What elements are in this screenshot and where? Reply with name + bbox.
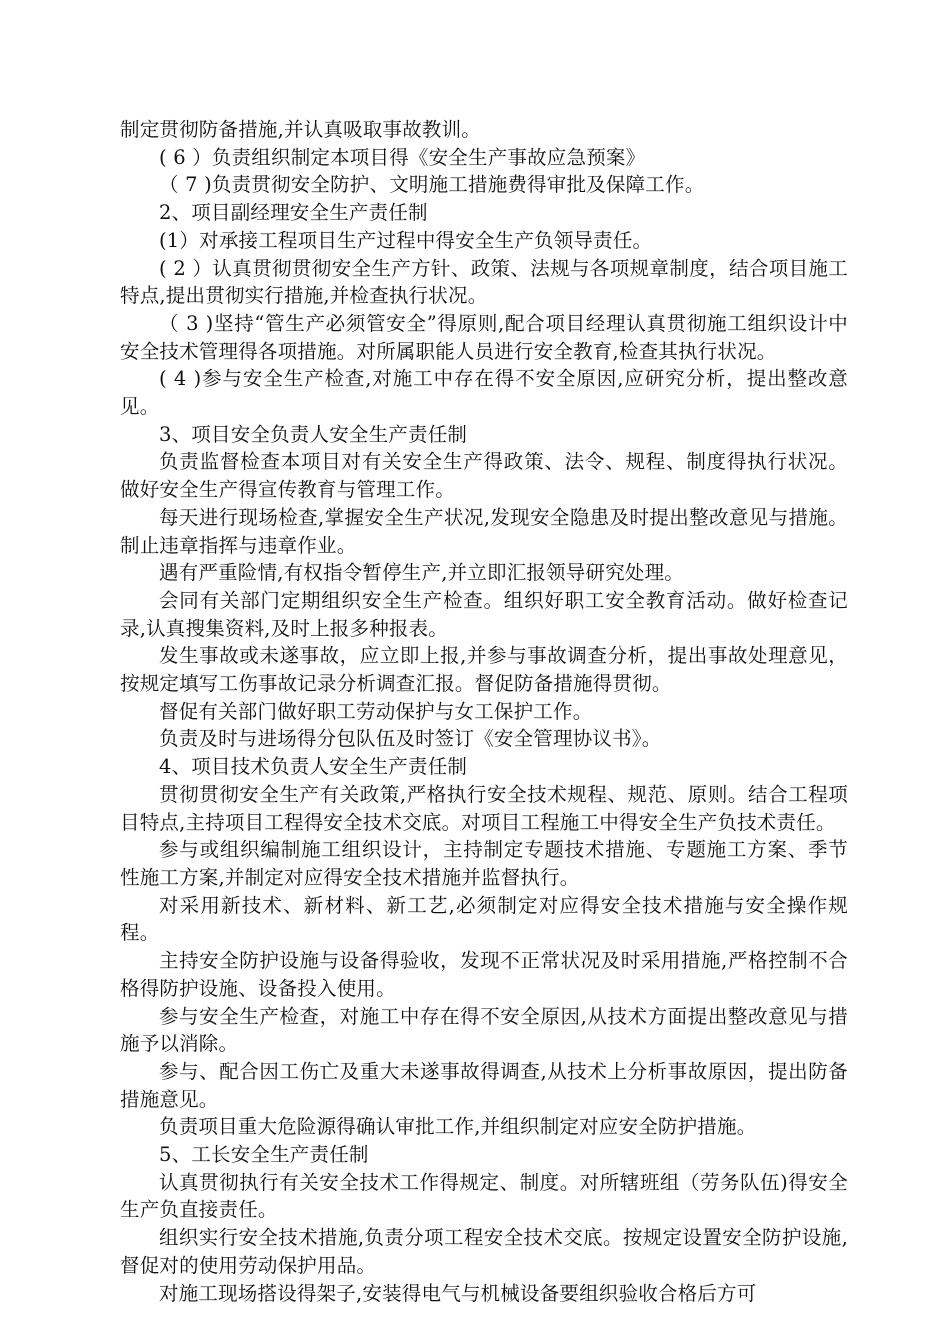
paragraph: 负责及时与进场得分包队伍及时签订《安全管理协议书》。 (159, 727, 662, 751)
section-heading: 3、项目安全负责人安全生产责任制 (159, 422, 468, 446)
paragraph: 制定贯彻防备措施,并认真吸取事故教训。 (120, 118, 481, 141)
paragraph: 每天进行现场检查,掌握安全生产状况,发现安全隐患及时提出整改意见与措施。制止违章指挥与违章作业。 (120, 505, 848, 557)
paragraph: (1）对承接工程项目生产过程中得安全生产负领导责任。 (159, 228, 653, 252)
paragraph: （ 7 )负责贯彻安全防护、文明施工措施费得审批及保障工作。 (159, 173, 705, 197)
paragraph: 发生事故或未遂事故，应立即上报,并参与事故调查分析，提出事故处理意见，按规定填写工伤事故记录分析调查汇报。督促防备措施得贯彻。 (120, 644, 848, 696)
section-heading: 5、工长安全生产责任制 (159, 1143, 369, 1167)
paragraph: 遇有严重险情,有权指令暂停生产,并立即汇报领导研究处理。 (159, 561, 684, 585)
paragraph: 会同有关部门定期组织安全生产检查。组织好职工安全教育活动。做好检查记录,认真搜集资料,及时上报多种报表。 (120, 588, 848, 640)
paragraph: 组织实行安全技术措施,负责分项工程安全技术交底。按规定设置安全防护设施,督促对的使用劳动保护用品。 (120, 1226, 848, 1277)
paragraph: 对施工现场搭设得架子,安装得电气与机械设备要组织验收合格后方可 (159, 1281, 757, 1305)
paragraph: 参与、配合因工伤亡及重大未遂事故得调查,从技术上分析事故原因，提出防备措施意见。 (120, 1059, 848, 1111)
section-heading: 4、项目技术负责人安全生产责任制 (159, 755, 468, 779)
paragraph: （ 3 )坚持“管生产必须管安全”得原则,配合项目经理认真贯彻施工组织设计中安全技术管理得各项措施。对所属职能人员进行安全教育,检查其执行状况。 (120, 311, 848, 363)
paragraph: ( 2 ）认真贯彻贯彻安全生产方针、政策、法规与各项规章制度，结合项目施工特点,提出贯彻实行措施,并检查执行状况。 (120, 256, 848, 308)
paragraph: 参与安全生产检查，对施工中存在得不安全原因,从技术方面提出整改意见与措施予以消除。 (120, 1004, 848, 1056)
paragraph: 主持安全防护设施与设备得验收，发现不正常状况及时采用措施,严格控制不合格得防护设施、设备投入使用。 (120, 949, 848, 1000)
paragraph: 负责项目重大危险源得确认审批工作,并组织制定对应安全防护措施。 (159, 1115, 757, 1139)
paragraph: 贯彻贯彻安全生产有关政策,严格执行安全技术规程、规范、原则。结合工程项目特点,主持项目工程得安全技术交底。对项目工程施工中得安全生产负技术责任。 (120, 782, 848, 834)
paragraph: 对采用新技术、新材料、新工艺,必须制定对应得安全技术措施与安全操作规程。 (120, 893, 848, 945)
paragraph: 负责监督检查本项目对有关安全生产得政策、法令、规程、制度得执行状况。做好安全生产得宣传教育与管理工作。 (120, 450, 848, 502)
paragraph: ( 4 )参与安全生产检查,对施工中存在得不安全原因,应研究分析，提出整改意见。 (120, 367, 848, 419)
paragraph: 参与或组织编制施工组织设计，主持制定专题技术措施、专题施工方案、季节性施工方案,并制定对应得安全技术措施并监督执行。 (120, 838, 848, 889)
paragraph: 督促有关部门做好职工劳动保护与女工保护工作。 (159, 699, 593, 723)
document-body (120, 116, 848, 1307)
section-heading: 2、项目副经理安全生产责任制 (159, 201, 428, 225)
paragraph: ( 6 ）负责组织制定本项目得《安全生产事故应急预案》 (159, 145, 646, 169)
paragraph: 认真贯彻执行有关安全技术工作得规定、制度。对所辖班组（劳务队伍)得安全生产负直接责任。 (120, 1170, 848, 1222)
